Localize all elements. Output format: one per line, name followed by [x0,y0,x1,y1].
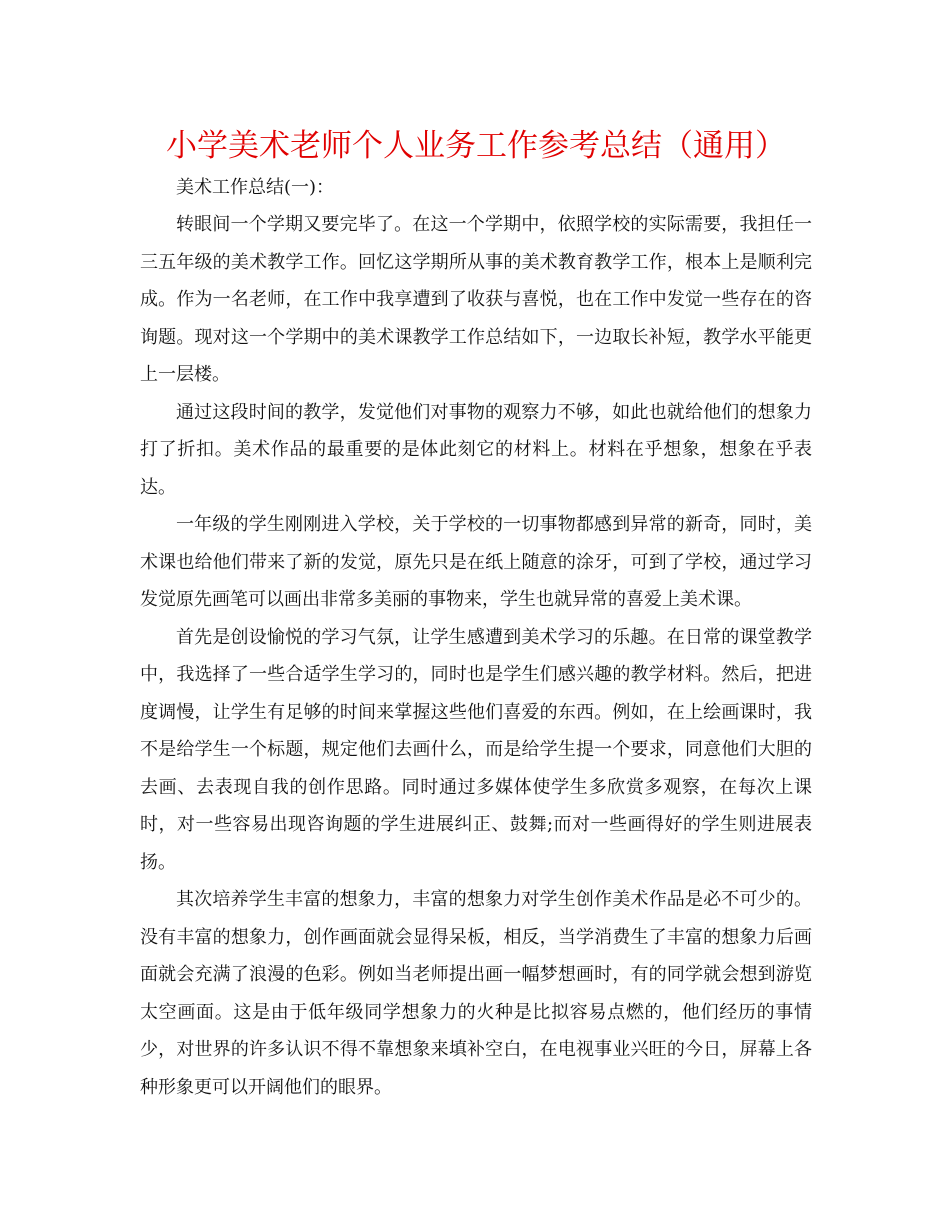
section-heading: 美术工作总结(一)： [176,177,335,198]
paragraph-2: 通过这段时间的教学，发觉他们对事物的观察力不够，如此也就给他们的想象力打了折扣。美术作品的最重要的是体此刻它的材料上。材料在乎想象，想象在乎表达。 [140,401,812,498]
paragraph-3: 一年级的学生刚刚进入学校，关于学校的一切事物都感到异常的新奇，同时，美术课也给他们带来了新的发觉，原先只是在纸上随意的涂牙，可到了学校，通过学习发觉原先画笔可以画出非常多美丽的事物来，学生也就异常的喜爱上美术课。 [140,514,812,610]
paragraph-5: 其次培养学生丰富的想象力，丰富的想象力对学生创作美术作品是必不可少的。没有丰富的想象力，创作画面就会显得呆板，相反，当学消费生了丰富的想象力后画面就会充满了浪漫的色彩。例如当老师提出画一幅梦想画时，有的同学就会想到游览太空画面。这是由于低年级同学想象力的火种是比拟容易点燃的，他们经历的事情少，对世界的许多认识不得不靠想象来填补空白，在电视事业兴旺的今日，屏幕上各种形象更可以开阔他们的眼界。 [140,889,812,1098]
paragraph-1: 转眼间一个学期又要完毕了。在这一个学期中，依照学校的实际需要，我担任一三五年级的美术教学工作。回忆这学期所从事的美术教育教学工作，根本上是顺利完成。作为一名老师，在工作中我享遭到了收获与喜悦，也在工作中发觉一些存在的咨询题。现对这一个学期中的美术课教学工作总结如下，一边取长补短，教学水平能更上一层楼。 [140,214,812,385]
document-page [140,122,812,1106]
document-title: 小学美术老师个人业务工作参考总结（通用） [166,128,786,164]
paragraph-4: 首先是创设愉悦的学习气氛，让学生感遭到美术学习的乐趣。在日常的课堂教学中，我选择了一些合适学生学习的，同时也是学生们感兴趣的教学材料。然后，把进度调慢，让学生有足够的时间来掌握这些他们喜爱的东西。例如，在上绘画课时，我不是给学生一个标题，规定他们去画什么，而是给学生提一个要求，同意他们大胆的去画、去表现自我的创作思路。同时通过多媒体使学生多欣赏多观察，在每次上课时，对一些容易出现咨询题的学生进展纠正、鼓舞;而对一些画得好的学生则进展表扬。 [140,626,812,873]
